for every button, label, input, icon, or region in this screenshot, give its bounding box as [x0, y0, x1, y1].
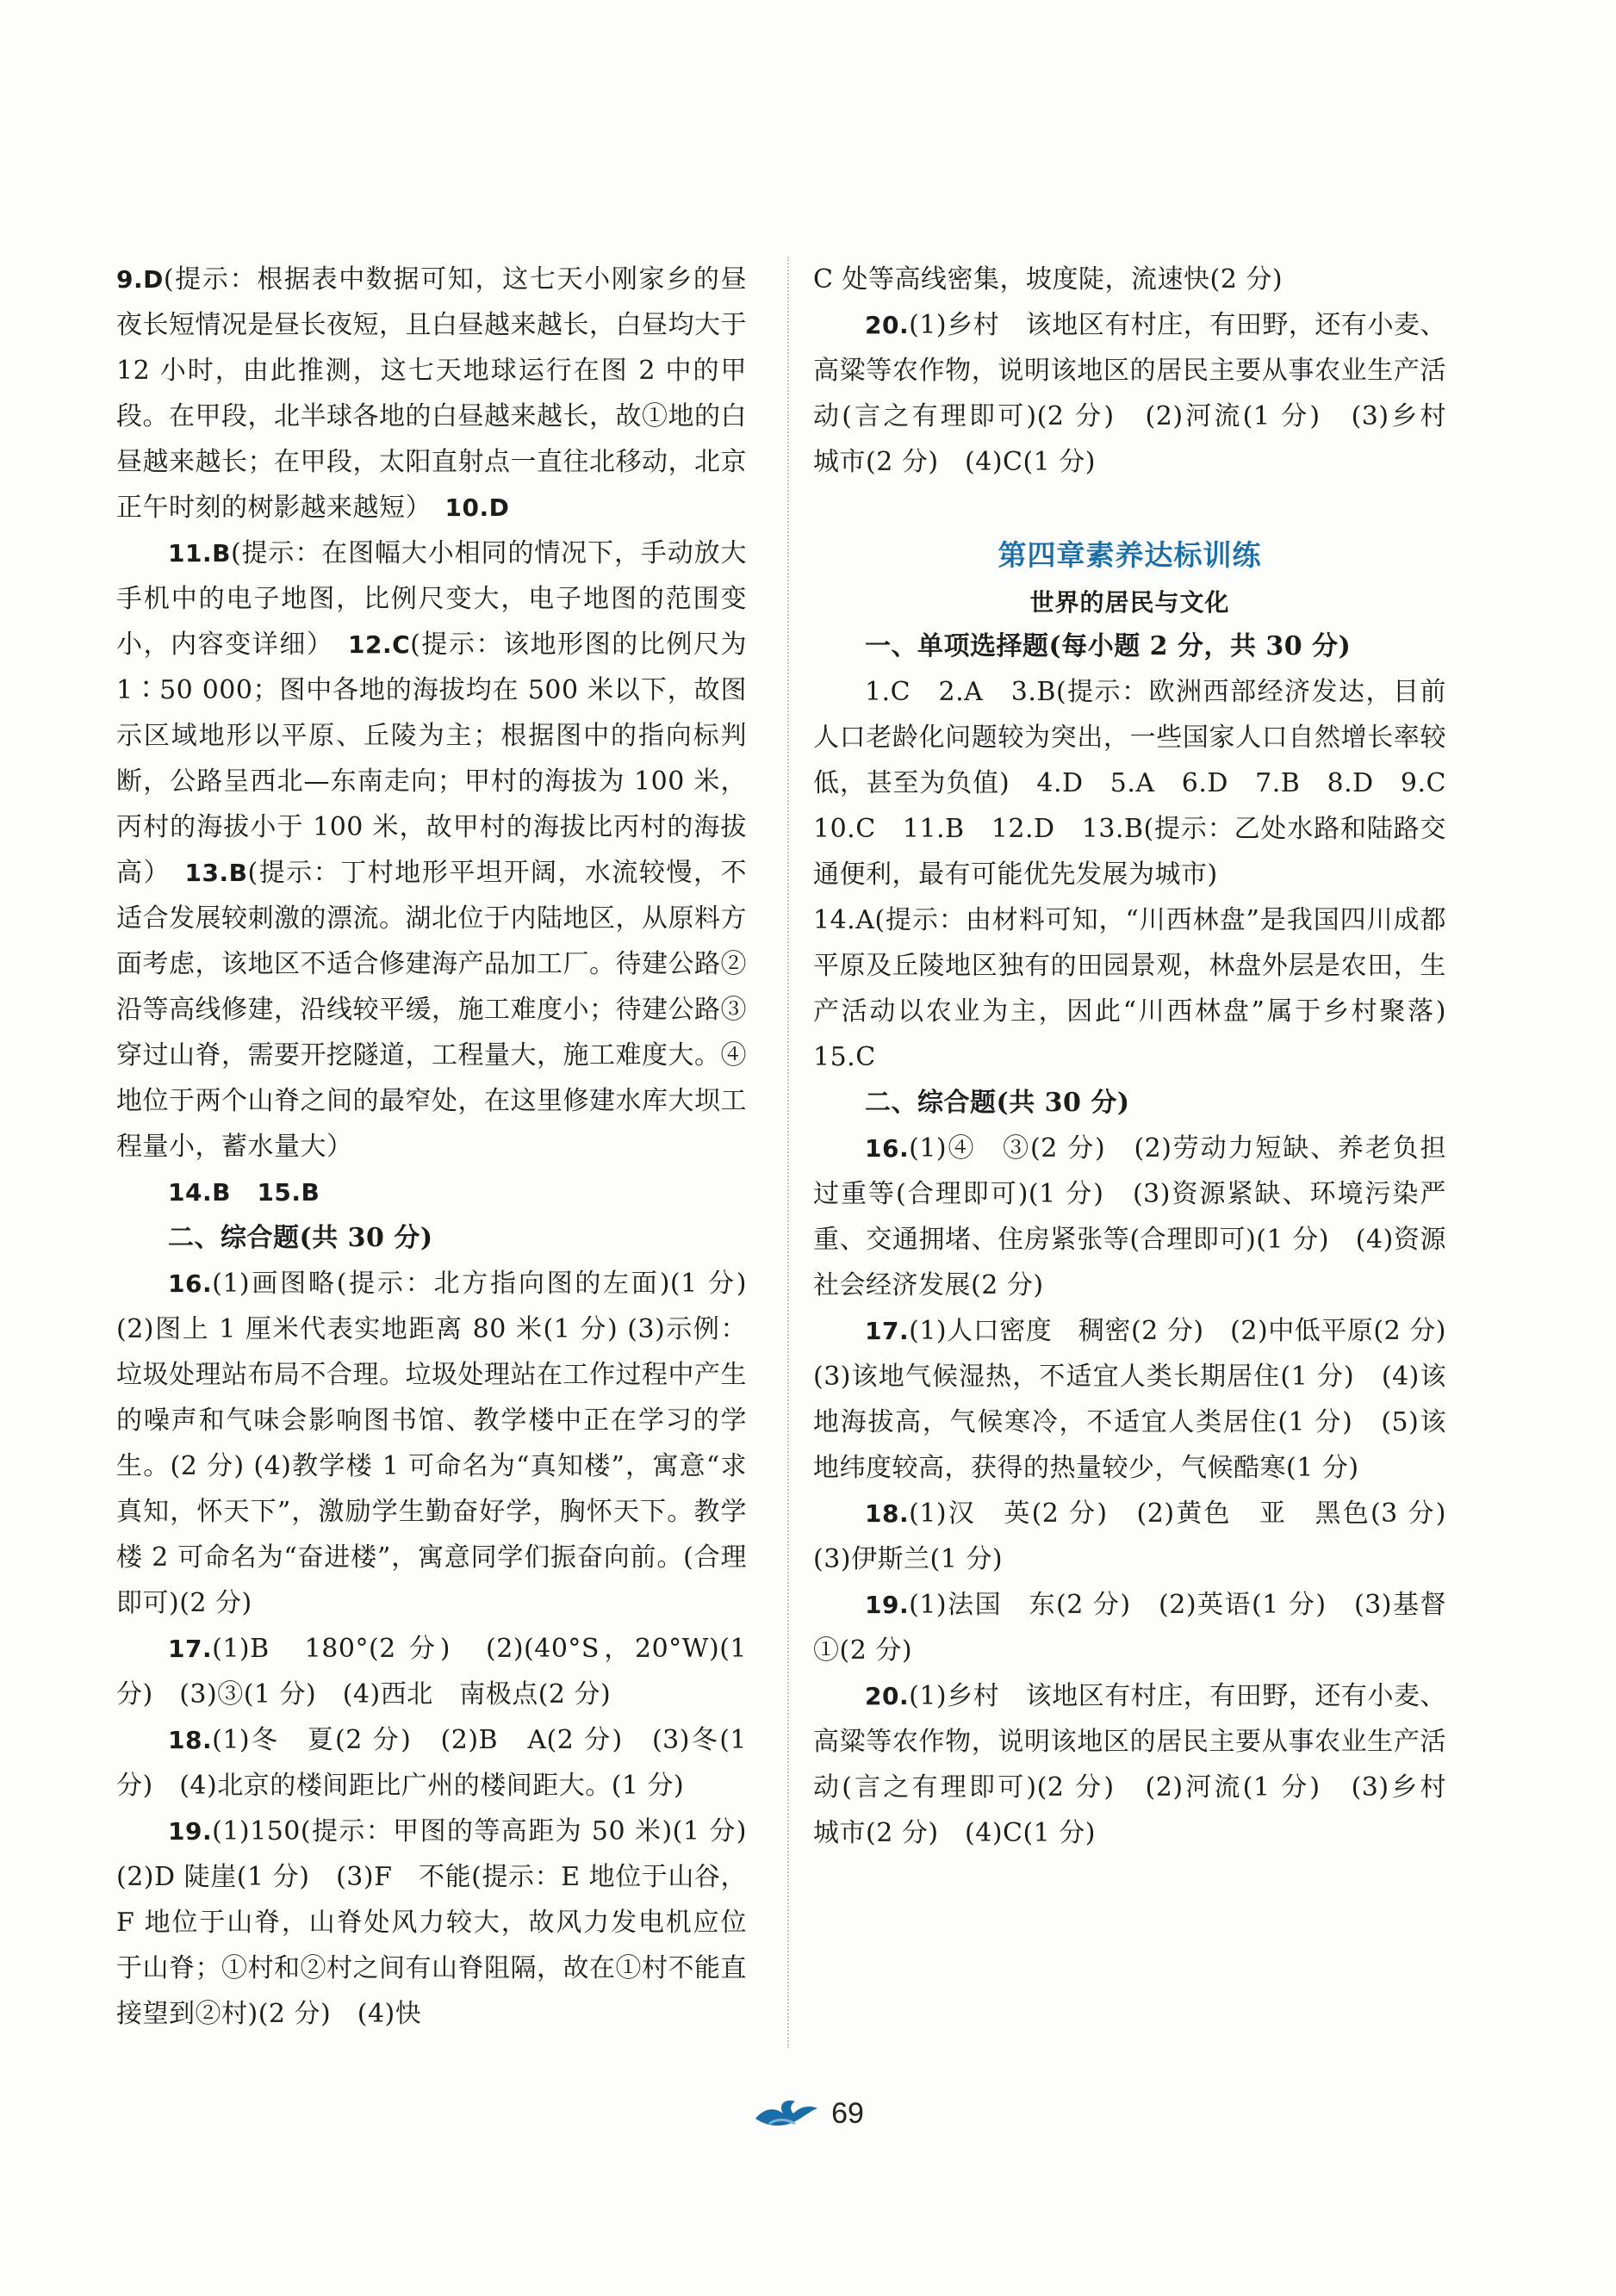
- answer-q19: 19.(1)150(提示：甲图的等高距为 50 米)(1 分) (2)D 陡崖(1 分) (3)F 不能(提示：E 地位于山谷，F 地位于山脊，山脊处风力较大，故风力发电机应位于山脊；①村和②村之间有山脊阻隔，故在①村不能直接望到②村)(2 分) (4)快: [116, 1816, 774, 2029]
- answer-q16: 16.(1)画图略(提示：北方指向图的左面)(1 分) (2)图上 1 厘米代表实地距离 80 米(1 分) (3)示例：垃圾处理站布局不合理。垃圾处理站在工作过程中产生的噪声和气味会影响图书馆、教学楼中正在学习的学生。(2 分) (4)教学楼 1 可命名为“真知楼”，寓意“求真知，怀天下”，激励学生勤奋好学，胸怀天下。教学楼 2 可命名为“奋进楼”，寓意同学们振奋向前。(合理即可)(2 分): [116, 1269, 747, 1618]
- answer-q19-continued: C 处等高线密集，坡度陡，流速快(2 分): [813, 264, 1283, 295]
- answer-q20: 20.(1)乡村 该地区有村庄，有田野，还有小麦、高粱等农作物，说明该地区的居民主要从事农业生产活动(言之有理即可)(2 分) (2)河流(1 分) (3)乡村 城市(2 分) (4)C(1 分): [813, 310, 1473, 477]
- answer-q17: 17.(1)B 180°(2 分) (2)(40°S，20°W)(1 分) (3)③(1 分) (4)西北 南极点(2 分): [116, 1634, 747, 1710]
- answer-q14-q15: 14.B 15.B: [168, 1178, 320, 1207]
- answer-q9-q10: 9.D(提示：根据表中数据可知，这七天小刚家乡的昼夜长短情况是昼长夜短，且白昼越来越长，白昼均大于 12 小时，由此推测，这七天地球运行在图 2 中的甲段。在甲段，北半球各地的白昼越来越长，故①地的白昼越来越长；在甲段，太阳直射点一直往北移动，北京正午时刻的树影越来越短） 10.D: [116, 264, 747, 523]
- answer-q16: 16.(1)④ ③(2 分) (2)劳动力短缺、养老负担过重等(合理即可)(1 分) (3)资源紧缺、环境污染严重、交通拥堵、住房紧张等(合理即可)(1 分) (4)资源 社会经济发展(2 分): [813, 1133, 1473, 1300]
- answer-q19: 19.(1)法国 东(2 分) (2)英语(1 分) (3)基督 ①(2 分): [813, 1590, 1473, 1666]
- right-column: [813, 257, 1473, 1856]
- section-heading-comprehensive: 二、综合题(共 30 分): [168, 1223, 433, 1253]
- bird-logo-icon: [752, 2093, 821, 2134]
- answer-q11-q13: 11.B(提示：在图幅大小相同的情况下，手动放大手机中的电子地图，比例尺变大，电子地图的范围变小，内容变详细） 12.C(提示：该地形图的比例尺为 1∶50 000；图中各地的海拔均在 500 米以下，故图示区域地形以平原、丘陵为主；根据图中的指向标判断，公路呈西北—东南走向；甲村的海拔为 100 米，丙村的海拔小于 100 米，故甲村的海拔比丙村的海拔高） 13.B(提示：丁村地形平坦开阔，水流较慢，不适合发展较刺激的漂流。湖北位于内陆地区，从原料方面考虑，该地区不适合修建海产品加工厂。待建公路②沿等高线修建，沿线较平缓，施工难度小；待建公路③穿过山脊，需要开挖隧道，工程量大，施工难度大。④地位于两个山脊之间的最窄处，在这里修建水库大坝工程量小，蓄水量大）: [116, 538, 748, 1162]
- section-heading-comprehensive: 二、综合题(共 30 分): [865, 1088, 1130, 1118]
- answer-q18: 18.(1)冬 夏(2 分) (2)B A(2 分) (3)冬(1 分) (4)北京的楼间距比广州的楼间距大。(1 分): [116, 1725, 747, 1801]
- page-number: 69: [831, 2096, 864, 2130]
- chapter-title: 第四章素养达标训练: [998, 538, 1262, 572]
- chapter-subtitle: 世界的居民与文化: [1029, 588, 1230, 617]
- column-divider: [787, 257, 789, 2048]
- answer-q17: 17.(1)人口密度 稠密(2 分) (2)中低平原(2 分) (3)该地气候湿热，不适宜人类长期居住(1 分) (4)该地海拔高，气候寒冷，不适宜人类居住(1 分) (5)该地纬度较高，获得的热量较少，气候酷寒(1 分): [813, 1316, 1473, 1483]
- answer-q20: 20.(1)乡村 该地区有村庄，有田野，还有小麦、高粱等农作物，说明该地区的居民主要从事农业生产活动(言之有理即可)(2 分) (2)河流(1 分) (3)乡村 城市(2 分) (4)C(1 分): [813, 1681, 1473, 1848]
- answer-q18: 18.(1)汉 英(2 分) (2)黄色 亚 黑色(3 分) (3)伊斯兰(1 分): [813, 1499, 1473, 1574]
- page-footer: [0, 2093, 1616, 2134]
- section-heading-multiple-choice: 一、单项选择题(每小题 2 分，共 30 分): [865, 631, 1352, 661]
- answer-mc-14-15: 14.A(提示：由材料可知，“川西林盘”是我国四川成都平原及丘陵地区独有的田园景观，林盘外层是农田，生产活动以农业为主，因此“川西林盘”属于乡村聚落) 15.C: [813, 905, 1473, 1072]
- answer-mc-1-13: 1.C 2.A 3.B(提示：欧洲西部经济发达，目前人口老龄化问题较为突出，一些国家人口自然增长率较低，甚至为负值) 4.D 5.A 6.D 7.B 8.D 9.C 10.C 11.B 12.D 13.B(提示：乙处水路和陆路交通便利，最有可能优先发展为城市): [813, 677, 1473, 890]
- left-column: [116, 257, 774, 2037]
